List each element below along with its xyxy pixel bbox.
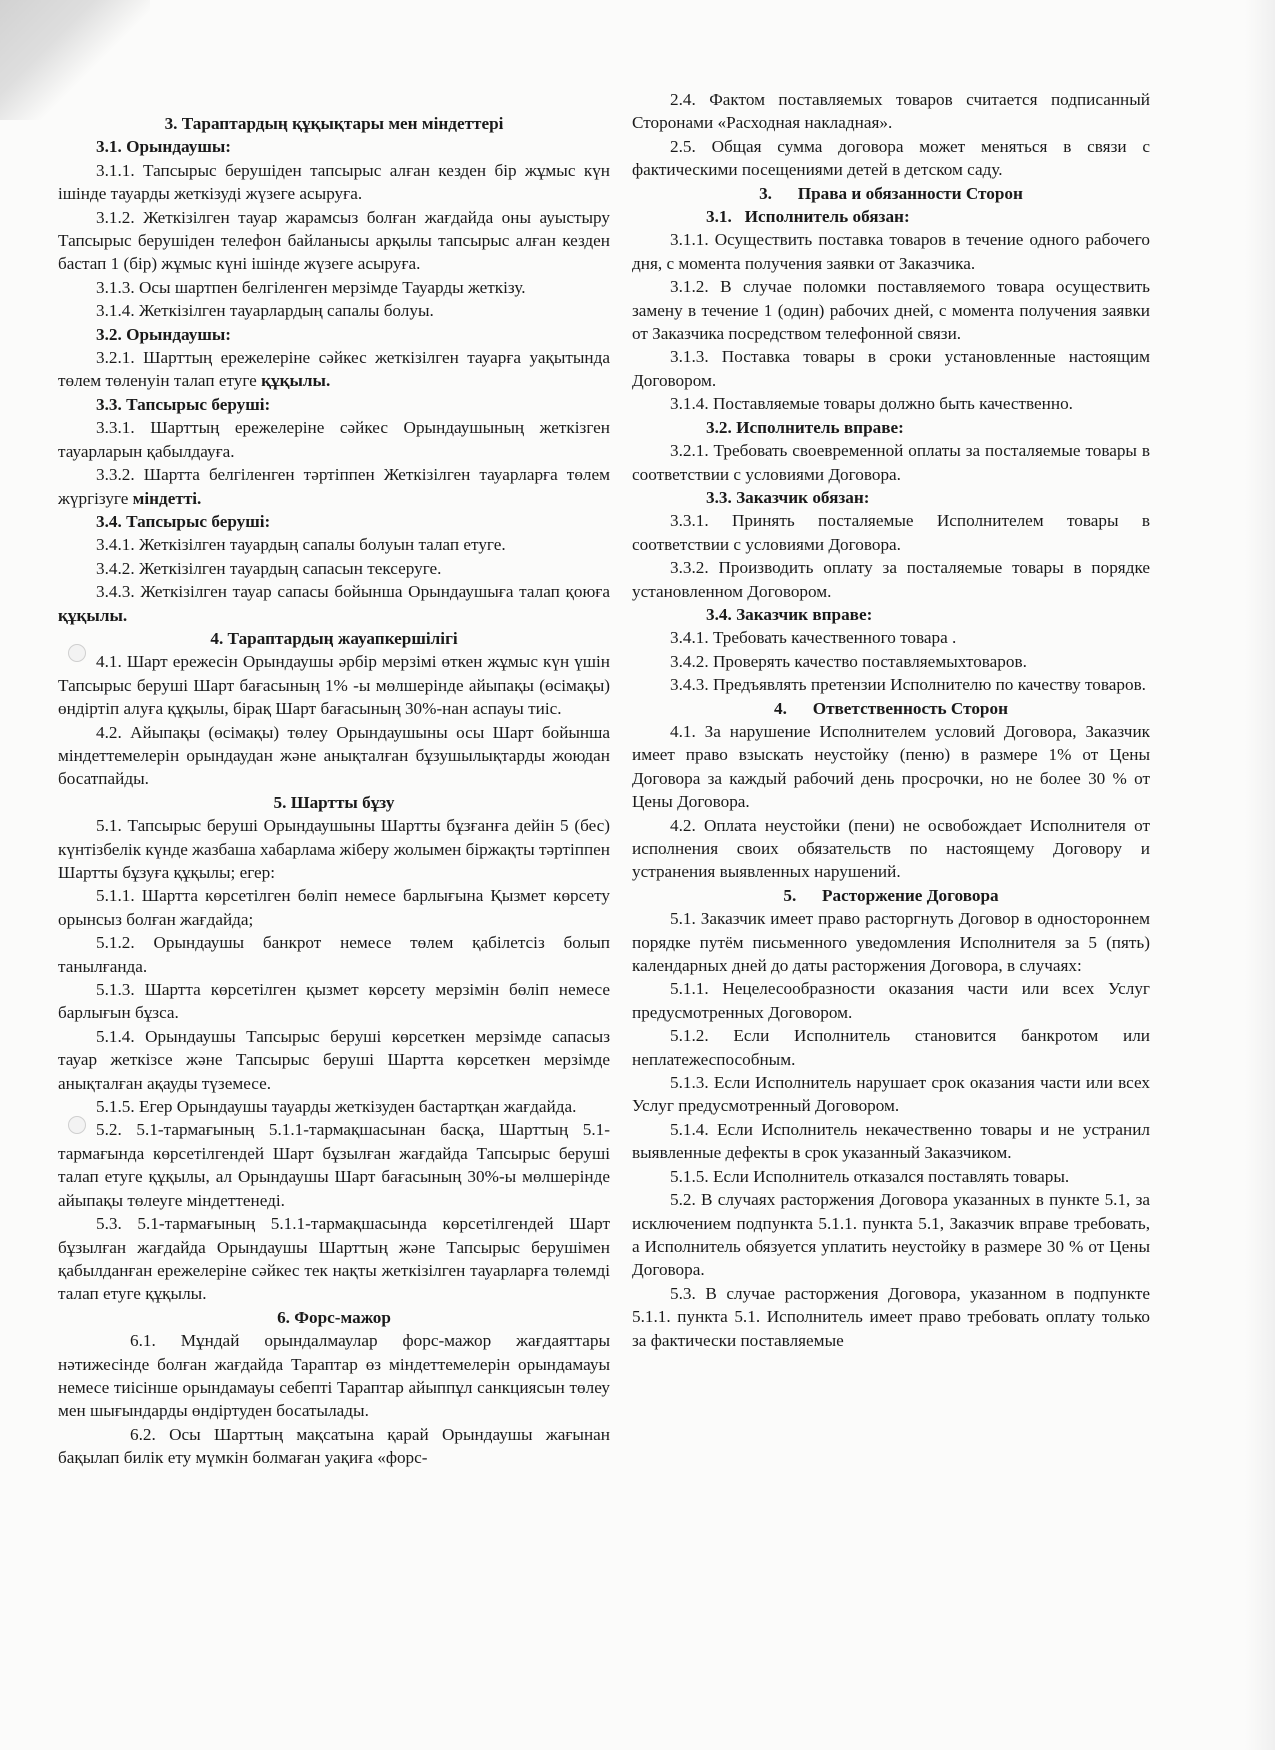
clause-3-1-3-ru: 3.1.3. Поставка товары в сроки установленные настоящим Договором. xyxy=(632,347,1150,390)
clause-5-1-4-ru: 5.1.4. Если Исполнитель некачественно товары и не устранил выявленные дефекты в срок указанный Заказчиком. xyxy=(632,1119,1150,1163)
clause-5-1-1-kz: 5.1.1. Шартта көрсетілген бөліп немесе барлығына Қызмет көрсету орынсыз болған жағдайда; xyxy=(58,886,610,929)
clause-3-3-2-text-kz: 3.3.2. Шартта белгіленген тәртіппен Жеткізілген тауарларға төлем жүргізуге xyxy=(58,465,610,508)
scan-corner-shadow xyxy=(0,0,150,120)
clause-5-3-kz: 5.3. 5.1-тармағының 5.1.1-тармақшасында көрсетілгендей Шарт бұзылған жағдайда Орындаушы Шарттың және Тапсырыс берушімен қабылданған ережелеріне сәйкес тек нақты жеткізілген тауарларға төлемді талап етуге құқылы. xyxy=(58,1214,610,1304)
subsection-3-4-title-ru: 3.4. Заказчик вправе: xyxy=(706,604,873,624)
clause-3-1-4-ru: 3.1.4. Поставляемые товары должно быть качественно. xyxy=(670,394,1073,414)
clause-5-3-ru: 5.3. В случае расторжения Договора, указанном в подпункте 5.1.1. пункта 5.1. Исполнитель имеет право требовать оплату только за фактически поставляемые xyxy=(632,1283,1150,1350)
clause-3-3-2-kz xyxy=(58,463,610,510)
section-4-title-kz: 4. Тараптардың жауапкершілігі xyxy=(210,628,458,648)
clause-5-1-5-kz: 5.1.5. Егер Орындаушы тауарды жеткізуден бастартқан жағдайда. xyxy=(96,1097,577,1117)
clause-3-4-1-ru: 3.4.1. Требовать качественного товара . xyxy=(670,628,957,648)
clause-2-4-ru: 2.4. Фактом поставляемых товаров считается подписанный Сторонами «Расходная накладная». xyxy=(632,90,1150,133)
scan-edge-shadow xyxy=(1245,0,1275,1750)
clause-3-4-2-kz: 3.4.2. Жеткізілген тауардың сапасын тексеруге. xyxy=(96,558,442,578)
clause-4-1-ru: 4.1. За нарушение Исполнителем условий Договора, Заказчик имеет право взыскать неустойку (пеню) в размере 1% от Цены Договора за каждый рабочий день просрочки, но не более 30 % от Цены Договора. xyxy=(632,721,1150,812)
clause-3-4-3-bold-kz: құқылы. xyxy=(58,605,128,625)
section-5-title-ru: 5. Расторжение Договора xyxy=(783,885,999,905)
clause-6-1-kz: 6.1. Мұндай орындалмаулар форс-мажор жағдаяттары нәтижесінде болған жағдайда Тараптар өз міндеттемелерін орындамауы немесе тиісінше орындамауы себепті Тараптар айыппұл санкциясын төлеу мен шығындарды өндіртуден босатылады. xyxy=(58,1331,610,1421)
subsection-3-2-title-ru: 3.2. Исполнитель вправе: xyxy=(706,417,904,437)
clause-3-3-1-kz: 3.3.1. Шарттың ережелеріне сәйкес Орындаушының жеткізген тауарларын қабылдауға. xyxy=(58,418,610,461)
clause-4-1-kz: 4.1. Шарт ережесін Орындаушы әрбір мерзімі өткен жұмыс күн үшін Тапсырыс беруші Шарт бағасының 1% -ы мөлшерінде айыпақы (өсімақы) өндіртіп алуға құқылы, бірақ Шарт бағасының 30%-нан аспауы тиіс. xyxy=(58,652,610,719)
clause-3-3-2-ru: 3.3.2. Производить оплату за посталяемые товары в порядке установленном Договором. xyxy=(632,558,1150,601)
clause-3-1-3-kz: 3.1.3. Осы шартпен белгіленген мерзімде Тауарды жеткізу. xyxy=(96,277,526,297)
subsection-3-3-title-ru: 3.3. Заказчик обязан: xyxy=(706,487,870,507)
subsection-3-2-title-kz: 3.2. Орындаушы: xyxy=(96,324,231,344)
section-5-title-kz: 5. Шартты бұзу xyxy=(273,792,395,812)
clause-3-4-2-ru: 3.4.2. Проверять качество поставляемыхтоваров. xyxy=(670,651,1027,671)
clause-5-2-ru: 5.2. В случаях расторжения Договора указанных в пункте 5.1, за исключением подпункта 5.1.1. пункта 5.1, Заказчик вправе требовать, а Исполнитель обязуется уплатить неустойку в размере 30 % от Цены Договора. xyxy=(632,1190,1150,1280)
clause-5-1-2-kz: 5.1.2. Орындаушы банкрот немесе төлем қабілетсіз болып танылғанда. xyxy=(58,933,610,976)
clause-3-1-2-ru: 3.1.2. В случае поломки поставляемого товара осуществить замену в течение 1 (один) рабочих дней, с момента получения заявки от Заказчика посредством телефонной связи. xyxy=(632,277,1150,344)
clause-3-2-1-text-kz: 3.2.1. Шарттың ережелеріне сәйкес жеткізілген тауарға уақытында төлем төленуін талап етуге xyxy=(58,348,610,391)
clause-5-1-3-kz: 5.1.3. Шартта көрсетілген қызмет көрсету мерзімін бөліп немесе барлығын бұзса. xyxy=(58,980,610,1023)
subsection-3-1-title-kz: 3.1. Орындаушы: xyxy=(96,137,231,157)
section-3-title-ru: 3. Права и обязанности Сторон xyxy=(759,183,1023,203)
section-3-title-kz: 3. Тараптардың құқықтары мен міндеттері xyxy=(164,114,504,133)
section-4-title-ru: 4. Ответственность Сторон xyxy=(774,698,1008,718)
clause-3-1-2-kz: 3.1.2. Жеткізілген тауар жарамсыз болған жағдайда оны ауыстыру Тапсырыс берушіден телефон байланысы арқылы тапсырыс алған кезден бастап 1 (бір) жұмыс күні ішінде жүзеге асыруға. xyxy=(58,207,610,274)
section-6-title-kz: 6. Форс-мажор xyxy=(277,1307,391,1327)
clause-5-1-ru: 5.1. Заказчик имеет право расторгнуть Договор в одностороннем порядке путём письменного уведомления Исполнителя за 5 (пять) календарных дней до даты расторжения Договора, в случаях: xyxy=(632,909,1150,976)
clause-3-3-2-bold-kz: міндетті. xyxy=(132,488,202,508)
clause-5-1-1-ru: 5.1.1. Нецелесообразности оказания части или всех Услуг предусмотренных Договором. xyxy=(632,979,1150,1022)
clause-3-4-3-kz xyxy=(58,580,610,627)
clause-3-2-1-ru: 3.2.1. Требовать своевременной оплаты за посталяемые товары в соответствии с условиями Договора. xyxy=(632,441,1150,484)
clause-3-1-1-kz: 3.1.1. Тапсырыс берушіден тапсырыс алған кезден бір жұмыс күн ішінде тауарды жеткізуді жүзеге асыруға. xyxy=(58,160,610,204)
clause-5-2-kz: 5.2. 5.1-тармағының 5.1.1-тармақшасынан басқа, Шарттың 5.1-тармағында көрсетілгендей Шарт бұзылған жағдайда Тапсырыс беруші талап етуге құқылы, ал Орындаушы Шарт бағасының 30%-ы мөлшерінде айыпақы төлеуге міндеттенеді. xyxy=(58,1120,610,1210)
clause-3-1-4-kz: 3.1.4. Жеткізілген тауарлардың сапалы болуы. xyxy=(96,301,434,321)
clause-3-2-1-kz xyxy=(58,346,610,393)
clause-5-1-3-ru: 5.1.3. Если Исполнитель нарушает срок оказания части или всех Услуг предусмотренный Договором. xyxy=(632,1073,1150,1116)
clause-4-2-kz: 4.2. Айыпақы (өсімақы) төлеу Орындаушыны осы Шарт бойынша міндеттемелерін орындаудан және анықталған бұзушылықтарды жоюдан босатпайды. xyxy=(58,722,610,789)
subsection-3-4-title-kz: 3.4. Тапсырыс беруші: xyxy=(96,511,271,531)
subsection-3-1-title-ru: 3.1. Исполнитель обязан: xyxy=(706,207,910,227)
clause-5-1-5-ru: 5.1.5. Если Исполнитель отказался поставлять товары. xyxy=(670,1166,1070,1186)
clause-3-4-3-text-kz: 3.4.3. Жеткізілген тауар сапасы бойынша Орындаушыға талап қоюға xyxy=(96,582,610,602)
clause-3-2-1-bold-kz: құқылы. xyxy=(261,371,331,391)
clause-4-2-ru: 4.2. Оплата неустойки (пени) не освобождает Исполнителя от исполнения своих обязательств по настоящему Договору и устранения выявленных нарушений. xyxy=(632,815,1150,882)
clause-3-4-3-ru: 3.4.3. Предъявлять претензии Исполнителю по качеству товаров. xyxy=(670,675,1146,695)
russian-column xyxy=(632,88,1150,1352)
clause-3-4-1-kz: 3.4.1. Жеткізілген тауардың сапалы болуын талап етуге. xyxy=(96,535,506,555)
clause-6-2-kz: 6.2. Осы Шарттың мақсатына қарай Орындаушы жағынан бақылап билік ету мүмкін болмаған уақиға «форс- xyxy=(58,1424,610,1468)
kazakh-column xyxy=(58,112,610,1470)
subsection-3-3-title-kz: 3.3. Тапсырыс беруші: xyxy=(96,394,271,414)
clause-3-1-1-ru: 3.1.1. Осуществить поставка товаров в течение одного рабочего дня, с момента получения заявки от Заказчика. xyxy=(632,230,1150,273)
clause-3-3-1-ru: 3.3.1. Принять посталяемые Исполнителем товары в соответствии с условиями Договора. xyxy=(632,511,1150,554)
clause-5-1-4-kz: 5.1.4. Орындаушы Тапсырыс беруші көрсеткен мерзімде сапасыз тауар жеткізсе және Тапсырыс беруші Шартта көрсеткен мерзімде анықталған ақауды түземесе. xyxy=(58,1026,610,1093)
clause-5-1-2-ru: 5.1.2. Если Исполнитель становится банкротом или неплатежеспособным. xyxy=(632,1026,1150,1069)
clause-2-5-ru: 2.5. Общая сумма договора может меняться в связи с фактическими посещениями детей в детском саду. xyxy=(632,136,1150,180)
clause-5-1-kz: 5.1. Тапсырыс беруші Орындаушыны Шартты бұзғанға дейін 5 (бес) күнтізбелік күнде жазбаша хабарлама жіберу жолымен біржақты тәртіппен Шартты бұзуға құқылы; егер: xyxy=(58,816,610,882)
